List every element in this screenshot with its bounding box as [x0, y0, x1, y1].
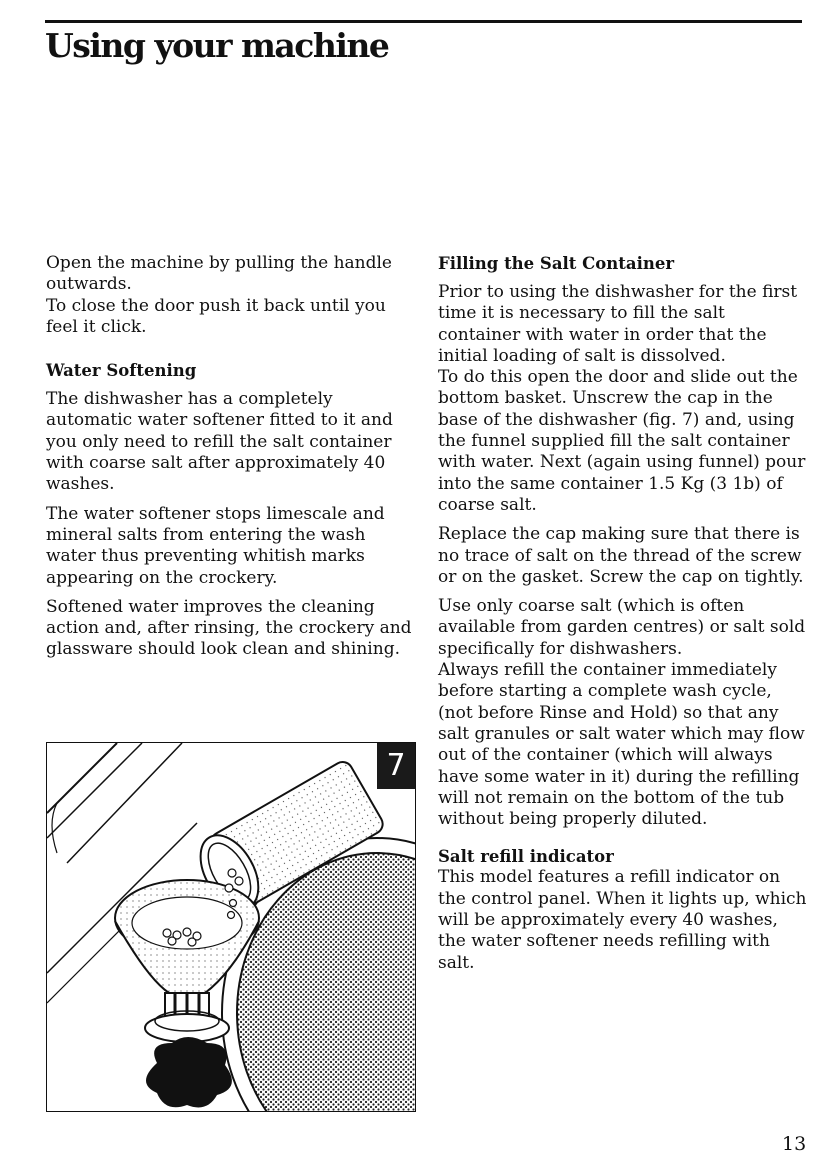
intro-close-text: To close the door push it back until you feel it click. — [46, 295, 386, 337]
water-softening-paragraph: The water softener stops limescale and mineral salts from entering the wash water thus preventing whitish marks appearing on the crockery. — [46, 503, 385, 588]
header-rule — [45, 20, 802, 23]
funnel-salt-illustration — [47, 743, 416, 1112]
indicator-heading: Salt refill indicator — [438, 847, 614, 867]
spacer — [438, 838, 810, 846]
spacer — [46, 346, 416, 360]
water-softening-paragraph: Softened water improves the cleaning action and, after rinsing, the crockery and glassware should look clean and shining. — [46, 596, 412, 660]
left-column — [46, 253, 416, 669]
filling-paragraph: Use only coarse salt (which is often available from garden centres) or salt sold specifically for dishwashers. — [438, 596, 806, 659]
figure-number-badge: 7 — [377, 743, 415, 789]
filling-paragraph: To do this open the door and slide out the bottom basket. Unscrew the cap in the base of the dishwasher (fig. 7) and, using the funnel supplied fill the salt container with water. Next (again using funnel) pour into the same container 1.5 Kg (3 1b) of coarse salt. — [438, 367, 806, 515]
indicator-paragraph: This model features a refill indicator on the control panel. When it lights up, which will be approximately every 40 washes, the water softener needs refilling with salt. — [438, 867, 807, 973]
filling-paragraph: Prior to using the dishwasher for the first time it is necessary to fill the salt container with water in order that the initial loading of salt is dissolved. — [438, 282, 798, 366]
page-title: Using your machine — [45, 26, 389, 65]
filling-heading: Filling the Salt Container — [438, 254, 675, 273]
filling-paragraph: Always refill the container immediately before starting a complete wash cycle, (not before Rinse and Hold) so that any salt granules or salt water which may flow out of the container (which will always have some water in it) during the refilling will not remain on the bottom of the tub without being properly diluted. — [438, 660, 805, 830]
water-softening-heading: Water Softening — [46, 361, 197, 381]
water-softening-paragraph: The dishwasher has a completely automatic water softener fitted to it and you only need to refill the salt container with coarse salt after approximately 40 washes. — [46, 389, 393, 495]
intro-open-text: Open the machine by pulling the handle outwards. — [46, 253, 392, 295]
figure-7 — [46, 742, 416, 1112]
right-column — [438, 253, 810, 982]
filling-paragraph: Replace the cap making sure that there is no trace of salt on the thread of the screw or on the gasket. Screw the cap on tightly. — [438, 524, 804, 587]
page-number: 13 — [782, 1133, 807, 1155]
